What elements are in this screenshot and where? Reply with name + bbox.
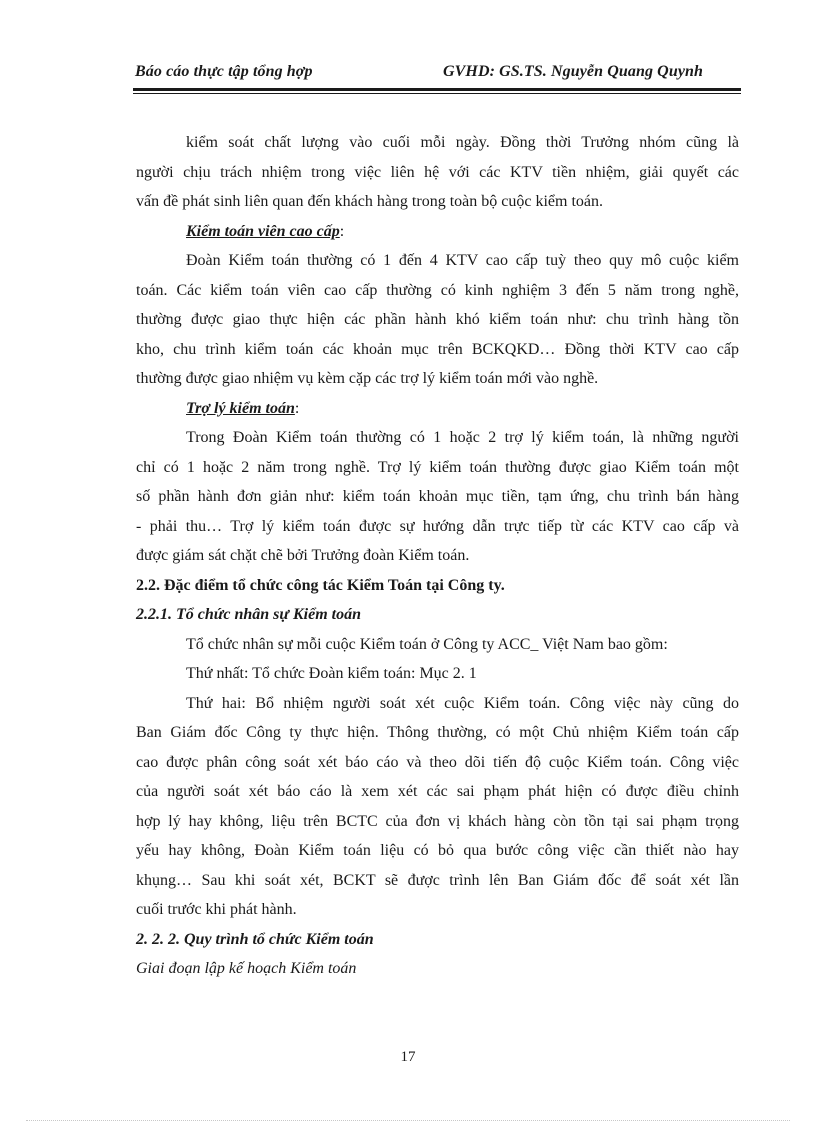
text-line: cao được phân công soát xét báo cáo và theo dõi tiến độ cuộc Kiểm toán. Công việc [136, 753, 739, 771]
footer-dotted-line [26, 1120, 790, 1121]
senior-auditor-heading [136, 217, 739, 247]
text-line: thường được giao nhiệm vụ kèm cặp các trợ lý kiểm toán mới vào nghề. [136, 370, 599, 387]
text-line: kiểm soát chất lượng vào cuối mỗi ngày. Đồng thời Trưởng nhóm cũng là [186, 134, 739, 151]
text-line: thường được giao thực hiện các phần hành khó kiểm toán như: chu trình hàng tồn [136, 311, 739, 328]
text-line: Ban Giám đốc Công ty thực hiện. Thông thường, có một Chủ nhiệm Kiểm toán cấp [136, 724, 739, 741]
planning-phase-line: Giai đoạn lập kế hoạch Kiểm toán [136, 960, 357, 977]
senior-auditor-colon: : [339, 222, 345, 240]
assistant-auditor-title: Trợ lý kiểm toán [186, 399, 295, 417]
assistant-auditor-colon: : [294, 399, 300, 417]
page-number: 17 [400, 1049, 416, 1065]
text-line: vấn đề phát sinh liên quan đến khách hàng trong toàn bộ cuộc kiểm toán. [136, 193, 603, 210]
header-rule-thin [133, 93, 741, 94]
text-line: yếu hay không, Đoàn Kiểm toán liệu có bỏ qua bước công việc cần thiết nào hay [136, 842, 739, 859]
text-line: Đoàn Kiểm toán thường có 1 đến 4 KTV cao cấp tuỳ theo quy mô cuộc kiểm [186, 252, 739, 269]
text-line: được giám sát chặt chẽ bởi Trưởng đoàn Kiểm toán. [136, 547, 470, 564]
header-supervisor: GVHD: GS.TS. Nguyễn Quang Quynh [443, 63, 704, 80]
section-heading-2-2: 2.2. Đặc điểm tổ chức công tác Kiểm Toán tại Công ty. [136, 576, 505, 594]
senior-auditor-title: Kiểm toán viên cao cấp [186, 222, 340, 240]
text-line: toán. Các kiểm toán viên cao cấp thường có kinh nghiệm 3 đến 5 năm trong nghề, [136, 281, 739, 299]
text-line: hợp lý hay không, liệu trên BCTC của đơn vị khách hàng còn tồn tại sai phạm trọng [136, 812, 739, 830]
text-line: của người soát xét báo cáo là xem xét các sai phạm phát hiện có được điều chỉnh [136, 783, 739, 800]
text-line: cuối trước khi phát hành. [136, 901, 297, 918]
assistant-auditor-heading [136, 394, 739, 424]
header-report-title: Báo cáo thực tập tổng hợp [135, 63, 313, 80]
text-line: Trong Đoàn Kiểm toán thường có 1 hoặc 2 trợ lý kiểm toán, là những người [186, 429, 739, 446]
page-header [133, 63, 740, 87]
document-body [136, 128, 739, 984]
text-line: người chịu trách nhiệm trong việc liên hệ với các KTV tiền nhiệm, giải quyết các [136, 163, 739, 181]
section-heading-2-2-2: 2. 2. 2. Quy trình tổ chức Kiểm toán [136, 930, 374, 948]
header-rule-thick [133, 88, 741, 91]
text-line: số phần hành đơn giản như: kiểm toán khoản mục tiền, tạm ứng, chu trình bán hàng [136, 488, 739, 505]
text-line: chỉ có 1 hoặc 2 năm trong nghề. Trợ lý kiểm toán thường được giao Kiểm toán một [136, 458, 739, 476]
text-line: Tổ chức nhân sự mỗi cuộc Kiểm toán ở Công ty ACC_ Việt Nam bao gồm: [186, 635, 668, 653]
text-line: Thứ hai: Bổ nhiệm người soát xét cuộc Kiểm toán. Công việc này cũng do [186, 694, 739, 712]
section-heading-2-2-1: 2.2.1. Tổ chức nhân sự Kiểm toán [136, 606, 361, 623]
text-line: kho, chu trình kiểm toán các khoản mục trên BCKQKD… Đồng thời KTV cao cấp [136, 340, 739, 358]
text-line: - phải thu… Trợ lý kiểm toán được sự hướng dẫn trực tiếp từ các KTV cao cấp và [136, 517, 739, 535]
text-line: khụng… Sau khi soát xét, BCKT sẽ được trình lên Ban Giám đốc để soát xét lần [136, 871, 739, 889]
text-line: Thứ nhất: Tổ chức Đoàn kiểm toán: Mục 2. 1 [186, 665, 477, 682]
